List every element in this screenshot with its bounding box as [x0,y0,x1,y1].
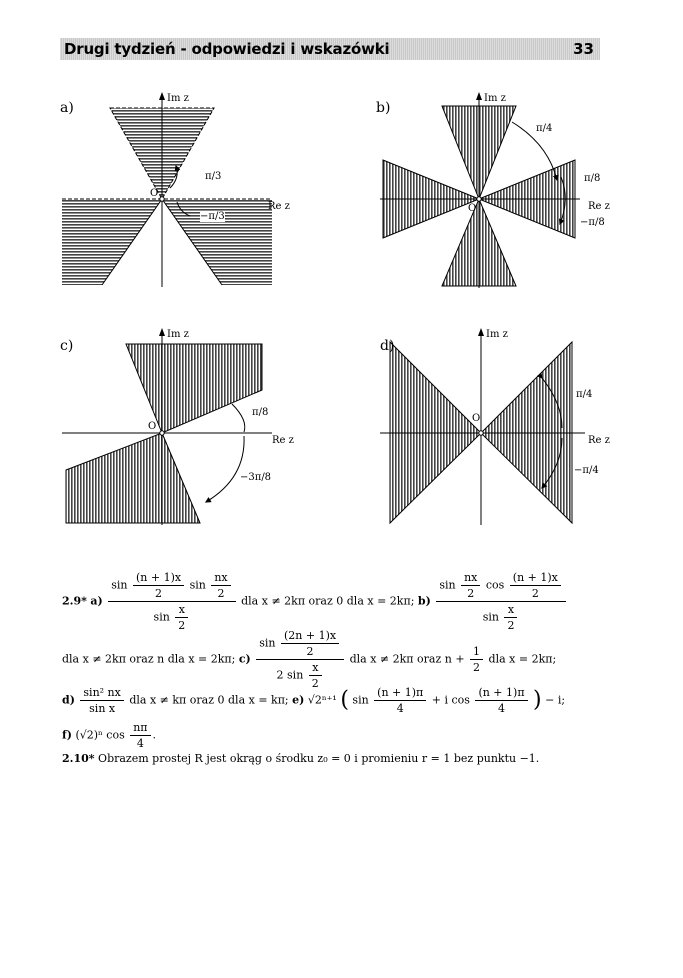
figure-c-re-label: Re z [272,435,294,446]
answer-2-9-line-3: d) $\frac{\text{sin² nx}}{\text{sin x}}$ dla x ≠ kπ oraz 0 dla x = kπ; e) √2ⁿ⁺¹ ( sin $\frac{(n + 1)\pi}{4}$ + i cos $\frac{(n + 1)\pi}{4}$ ) − i; [62,686,566,715]
figure-c-origin: O [148,421,157,432]
part-e-label: e) [292,693,305,707]
condition-c-post: dla x = 2kπ; [488,652,557,666]
figure-b-plot [380,92,610,292]
figure-b-angle-upper: π/8 [584,173,601,184]
figure-b-origin: O [468,203,477,214]
figure-d [380,328,610,528]
region-lower-band [62,199,272,285]
figure-c [60,328,294,528]
figure-a-plot [62,92,277,292]
figure-c-label: c) [60,338,74,354]
answer-2-9-line-1 [62,572,568,631]
figure-b-label: b) [376,100,391,116]
part-b-label: b) [417,594,431,608]
answer-2-9-line-4: f) (√2)ⁿ cos $\frac{n\pi}{4}$ . [62,721,157,750]
figure-c-im-label: Im z [167,329,189,340]
figure-c-angle-upper: π/8 [252,407,269,418]
part-f-label: f) [62,728,72,742]
figure-a-origin: O [150,188,159,199]
region-upper-wedge [126,344,262,433]
condition-b: dla x ≠ 2kπ oraz n dla x = 2kπ; [62,652,236,666]
figure-d-plot [380,328,610,528]
figure-c-angle-lower: −3π/8 [240,472,272,483]
figure-d-label: d) [380,338,395,354]
fraction-a: sin $\frac{(n + 1)x}{2}$ sin $\frac{nx}{2}$ sin $\frac{x}{2}$ [108,572,235,631]
page-header-title: Drugi tydzień - odpowiedzi i wskazówki [64,40,390,58]
answer-2-9-line-2: dla x ≠ 2kπ oraz n dla x = 2kπ; c) sin $\frac{(2n + 1)x}{2}$ 2 sin $\frac{x}{2}$ dla x ≠ 2kπ oraz n + $\frac{1}{2}$ dla x = 2kπ; [62,629,557,690]
answer-2-10-text: Obrazem prostej R jest okrąg o środku z₀ = 0 i promieniu r = 1 bez punktu −1. [98,752,540,765]
answer-2-10 [62,753,539,764]
condition-c-pre: dla x ≠ 2kπ oraz n + [349,652,465,666]
page-header [60,38,600,60]
figure-b-angle-top: π/4 [536,123,553,134]
figure-a [60,92,290,292]
problem-number-2-10: 2.10* [62,752,95,765]
figure-a-label: a) [60,100,74,116]
figure-a-re-label: Re z [268,201,290,212]
condition-a: dla x ≠ 2kπ oraz 0 dla x = 2kπ; [241,594,415,608]
figure-d-angle-lower: −π/4 [574,465,599,476]
fraction-c: sin $\frac{(2n + 1)x}{2}$ 2 sin $\frac{x}{2}$ [256,630,344,689]
figure-b-im-label: Im z [484,93,506,104]
figure-d-angle-upper: π/4 [576,389,593,400]
figure-a-angle-lower: −π/3 [200,211,225,222]
page-number: 33 [573,40,594,58]
part-a-label: a) [90,594,103,608]
figure-d-origin: O [472,413,481,424]
figure-a-angle-upper: π/3 [205,171,222,182]
part-d-label: d) [62,693,75,707]
problem-number-2-9: 2.9* [62,594,87,608]
figure-a-im-label: Im z [167,93,189,104]
fraction-b: sin $\frac{nx}{2}$ cos $\frac{(n + 1)x}{2}$ sin $\frac{x}{2}$ [436,572,566,631]
figure-d-im-label: Im z [486,329,508,340]
figure-c-plot [62,328,282,528]
fraction-d: $\frac{\text{sin² nx}}{\text{sin x}}$ [80,687,123,714]
figure-d-re-label: Re z [588,435,610,446]
region-lower-wedge [66,433,200,523]
condition-d: dla x ≠ kπ oraz 0 dla x = kπ; [129,693,289,707]
figure-b-re-label: Re z [588,201,610,212]
figure-b [376,92,610,292]
figure-b-angle-lower: −π/8 [580,217,605,228]
part-c-label: c) [238,652,251,666]
